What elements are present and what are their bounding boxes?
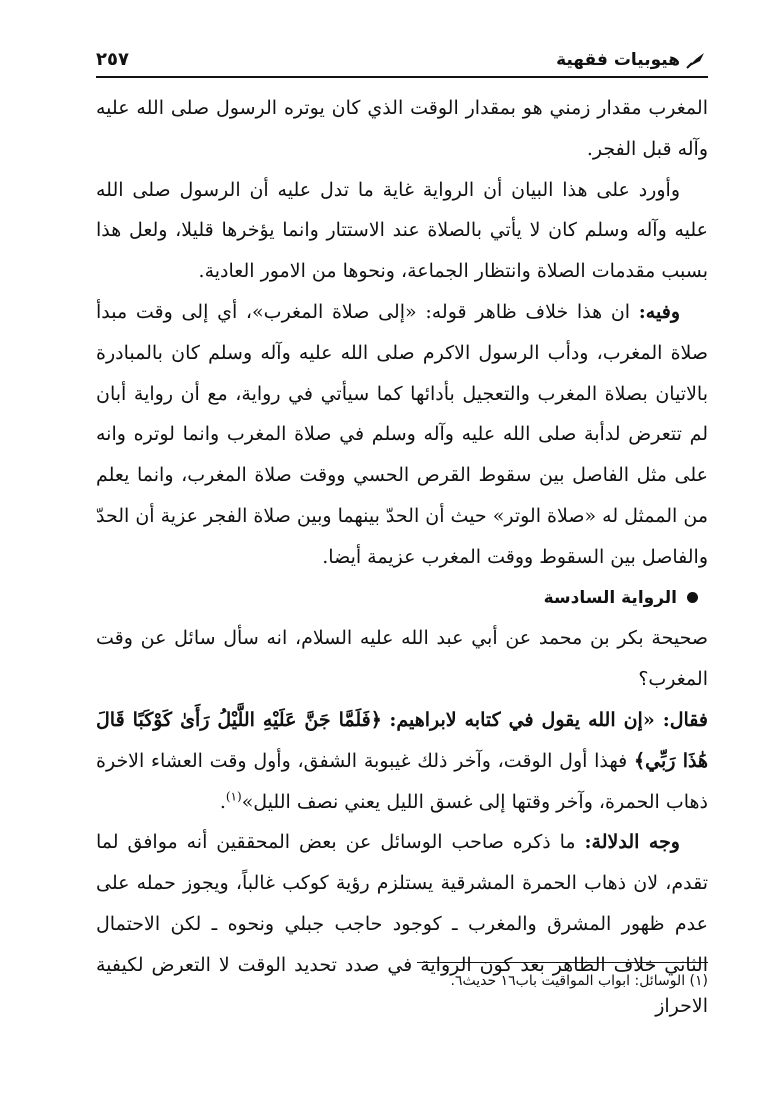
paragraph-6: [96, 822, 708, 1026]
quote-rest: فهذا أول الوقت، وآخر ذلك غيبوبة الشفق، وأول وقت العشاء الاخرة ذهاب الحمرة، وآخر وقتها إلى غسق الليل يعني نصف الليل»: [96, 749, 708, 813]
quran-verse: ﴿فَلَمَّا جَنَّ عَلَيْهِ اللَّيْلُ رَأَىٰ كَوْكَبًا قَالَ هَٰذَا رَبِّي﴾: [96, 708, 708, 772]
paragraph-5: [96, 700, 708, 822]
paragraph-4: صحيحة بكر بن محمد عن أبي عبد الله عليه السلام، انه سأل سائل عن وقت المغرب؟: [96, 627, 708, 691]
quill-pen-icon: [686, 51, 708, 69]
footnote-reference[interactable]: (١): [225, 789, 242, 804]
paragraph-6-text: ما ذكره صاحب الوسائل عن بعض المحققين أنه موافق لما تقدم، لان ذهاب الحمرة المشرقية يستلزم رؤية كوكب غالباً، ويجوز حمله على عدم ظهور المشرق والمغرب ـ كوجود حاجب جبلي ونحوه ـ لكن الاحتمال الثاني خلاف الظاهر بعد كون الرواية في صدد تحديد الوقت لا التعرض لكيفية الاحراز: [96, 831, 708, 1017]
paragraph-2: وأورد على هذا البيان أن الرواية غاية ما تدل عليه أن الرسول صلى الله عليه وآله وسلم كان لا يأتي بالصلاة عند الاستتار وانما يؤخرها قليلا، ولعل هذا بسبب مقدمات الصلاة وانتظار الجماعة، ونحوها من الامور العادية.: [96, 178, 708, 283]
header-rule: [96, 76, 708, 78]
section-heading-text: الرواية السادسة: [543, 587, 677, 608]
page-header: [96, 42, 708, 72]
quote-intro: فقال: «إن الله يقول في كتابه لابراهيم:: [389, 708, 709, 731]
running-title-text: هيوبيات فقهية: [556, 50, 680, 70]
paragraph-1: المغرب مقدار زمني هو بمقدار الوقت الذي كان يوتره الرسول صلى الله عليه وآله قبل الفجر.: [96, 97, 708, 160]
paragraph-5-end: .: [219, 790, 226, 813]
section-heading: [96, 578, 708, 619]
running-title: [556, 48, 708, 72]
paragraph-3: [96, 292, 708, 578]
bullet-icon: [687, 592, 698, 603]
footnote-rule: [417, 962, 708, 963]
main-text: [96, 88, 708, 1026]
paragraph-3-text: ان هذا خلاف ظاهر قوله: «إلى صلاة المغرب»، أي إلى وقت مبدأ صلاة المغرب، ودأب الرسول الاكرم صلى الله عليه وآله وسلم كان بالمبادرة بالاتيان بصلاة المغرب والتعجيل بأدائها كما سيأتي في رواية، مع أن رواية أبان لم تتعرض لدأبة صلى الله عليه وآله وسلم في صلاة المغرب وانما لوتره وانه على مثل الفاصل بين سقوط القرص الحسي ووقت صلاة المغرب، وانما يعلم من الممثل له «صلاة الوتر» حيث أن الحدّ بينهما وبين صلاة الفجر عزية أن الحدّ والفاصل بين السقوط ووقت المغرب عزيمة أيضا.: [96, 300, 708, 568]
page-number: ٢٥٧: [96, 49, 129, 70]
paragraph-6-label: وجه الدلالة:: [584, 831, 680, 854]
footnote: (١) الوسائل: ابواب المواقيت باب١٦ حديث٦.: [450, 973, 708, 989]
paragraph-3-label: وفيه:: [638, 300, 680, 323]
